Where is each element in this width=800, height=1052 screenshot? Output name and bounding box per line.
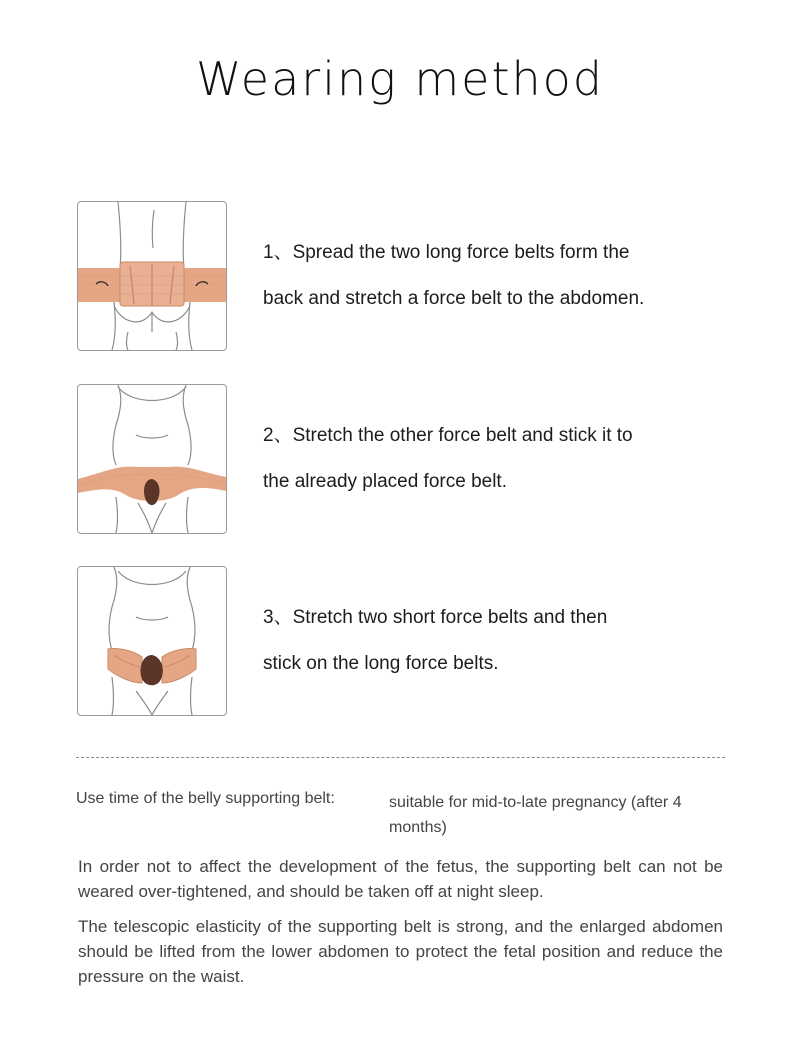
step-1-line-1: 1、Spread the two long force belts form the bbox=[263, 242, 630, 263]
use-time-label: Use time of the belly supporting belt: bbox=[76, 790, 335, 807]
step-3-line-1: 3、Stretch two short force belts and then bbox=[263, 607, 608, 628]
step-2-line-2: the already placed force belt. bbox=[263, 471, 507, 492]
step-1-line-2: back and stretch a force belt to the abdomen. bbox=[263, 288, 645, 309]
step-3 bbox=[0, 566, 800, 718]
step-3-line-2: stick on the long force belts. bbox=[263, 653, 499, 674]
step-1 bbox=[0, 201, 800, 353]
front-short-belts-illustration bbox=[77, 566, 227, 716]
back-view-illustration bbox=[77, 201, 227, 351]
step-2-line-1: 2、Stretch the other force belt and stick it to bbox=[263, 425, 633, 446]
caution-note: In order not to affect the development of the fetus, the supporting belt can not be weared over-tightened, and should be taken off at night sleep. bbox=[78, 857, 723, 901]
elasticity-note: The telescopic elasticity of the supporting belt is strong, and the enlarged abdomen should be lifted from the lower abdomen to protect the fetal position and reduce the pressure on the waist. bbox=[78, 917, 723, 986]
dashed-divider bbox=[76, 757, 725, 758]
front-view-illustration bbox=[77, 384, 227, 534]
page-title: Wearing method bbox=[196, 52, 604, 106]
step-2 bbox=[0, 384, 800, 536]
use-time-value: suitable for mid-to-late pregnancy (after 4 months) bbox=[389, 794, 682, 836]
